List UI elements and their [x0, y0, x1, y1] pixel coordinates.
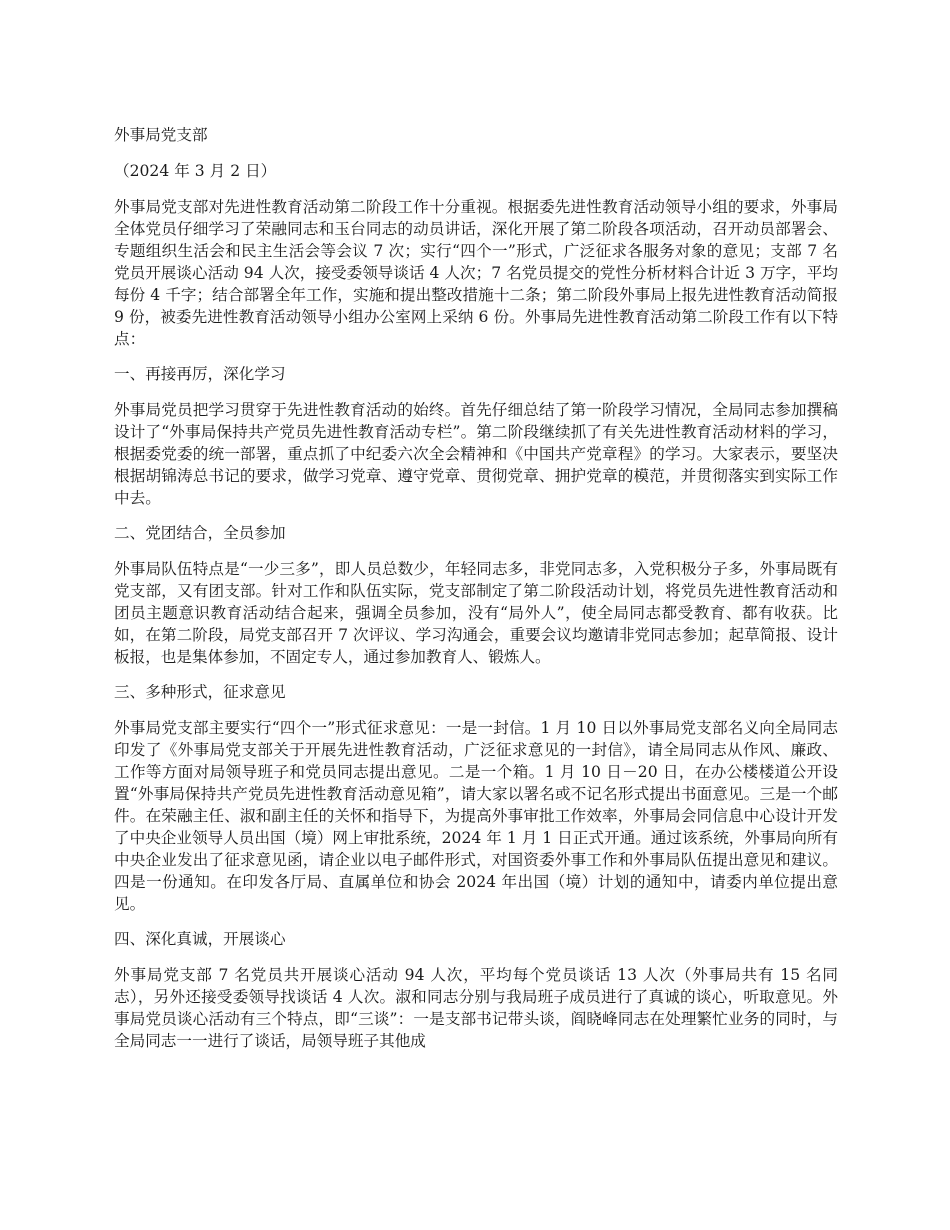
- section-2-heading: 二、党团结合，全员参加: [114, 524, 286, 542]
- section-1-body: 外事局党员把学习贯穿于先进性教育活动的始终。首先仔细总结了第一阶段学习情况，全局同志参加撰稿设计了“外事局保持共产党员先进性教育活动专栏”。第二阶段继续抓了有关先进性教育活动材料的学习，根据委党委的统一部署，重点抓了中纪委六次全会精神和《中国共产党章程》的学习。大家表示，要坚决根据胡锦涛总书记的要求，做学习党章、遵守党章、贯彻党章、拥护党章的模范，并贯彻落实到实际工作中去。: [114, 401, 838, 507]
- section-3-body: 外事局党支部主要实行“四个一”形式征求意见：一是一封信。1 月 10 日以外事局党支部名义向全局同志印发了《外事局党支部关于开展先进性教育活动，广泛征求意见的一封信》，请全局同志从作风、廉政、工作等方面对局领导班子和党员同志提出意见。二是一个箱。1 月 10 日－20 日，在办公楼楼道公开设置“外事局保持共产党员先进性教育活动意见箱”，请大家以署名或不记名形式提出书面意见。三是一个邮件。在荣融主任、淑和副主任的关怀和指导下，为提高外事审批工作效率，外事局会同信息中心设计开发了中央企业领导人员出国（境）网上审批系统，2024 年 1 月 1 日正式开通。通过该系统，外事局向所有中央企业发出了征求意见函，请企业以电子邮件形式，对国资委外事工作和外事局队伍提出意见和建议。四是一份通知。在印发各厅局、直属单位和协会 2024 年出国（境）计划的通知中，请委内单位提出意见。: [114, 719, 838, 913]
- document-page: [114, 124, 838, 1065]
- section-2-body: 外事局队伍特点是“一少三多”，即人员总数少，年轻同志多，非党同志多，入党积极分子多，外事局既有党支部，又有团支部。针对工作和队伍实际，党支部制定了第二阶段活动计划，将党员先进性教育活动和团员主题意识教育活动结合起来，强调全员参加，没有“局外人”，使全局同志都受教育、都有收获。比如，在第二阶段，局党支部召开 7 次评议、学习沟通会，重要会议均邀请非党同志参加；起草简报、设计板报，也是集体参加，不固定专人，通过参加教育人、锻炼人。: [114, 560, 838, 666]
- document-org: 外事局党支部: [114, 126, 208, 144]
- section-4-body: 外事局党支部 7 名党员共开展谈心活动 94 人次，平均每个党员谈话 13 人次（外事局共有 15 名同志），另外还接受委领导找谈话 4 人次。淑和同志分别与我局班子成员进行了真诚的谈心，听取意见。外事局党员谈心活动有三个特点，即“三谈”：一是支部书记带头谈，阎晓峰同志在处理繁忙业务的同时，与全局同志一一进行了谈话，局领导班子其他成: [114, 966, 838, 1050]
- document-date: （2024 年 3 月 2 日）: [114, 162, 277, 180]
- intro-paragraph: 外事局党支部对先进性教育活动第二阶段工作十分重视。根据委先进性教育活动领导小组的要求，外事局全体党员仔细学习了荣融同志和玉台同志的动员讲话，深化开展了第二阶段各项活动，召开动员部署会、专题组织生活会和民主生活会等会议 7 次；实行“四个一”形式，广泛征求各服务对象的意见；支部 7 名党员开展谈心活动 94 人次，接受委领导谈话 4 人次；7 名党员提交的党性分析材料合计近 3 万字，平均每份 4 千字；结合部署全年工作，实施和提出整改措施十二条；第二阶段外事局上报先进性教育活动简报 9 份，被委先进性教育活动领导小组办公室网上采纳 6 份。外事局先进性教育活动第二阶段工作有以下特点：: [114, 198, 838, 348]
- section-1-heading: 一、再接再厉，深化学习: [114, 365, 286, 383]
- section-4-heading: 四、深化真诚，开展谈心: [114, 930, 286, 948]
- section-3-heading: 三、多种形式，征求意见: [114, 683, 286, 701]
